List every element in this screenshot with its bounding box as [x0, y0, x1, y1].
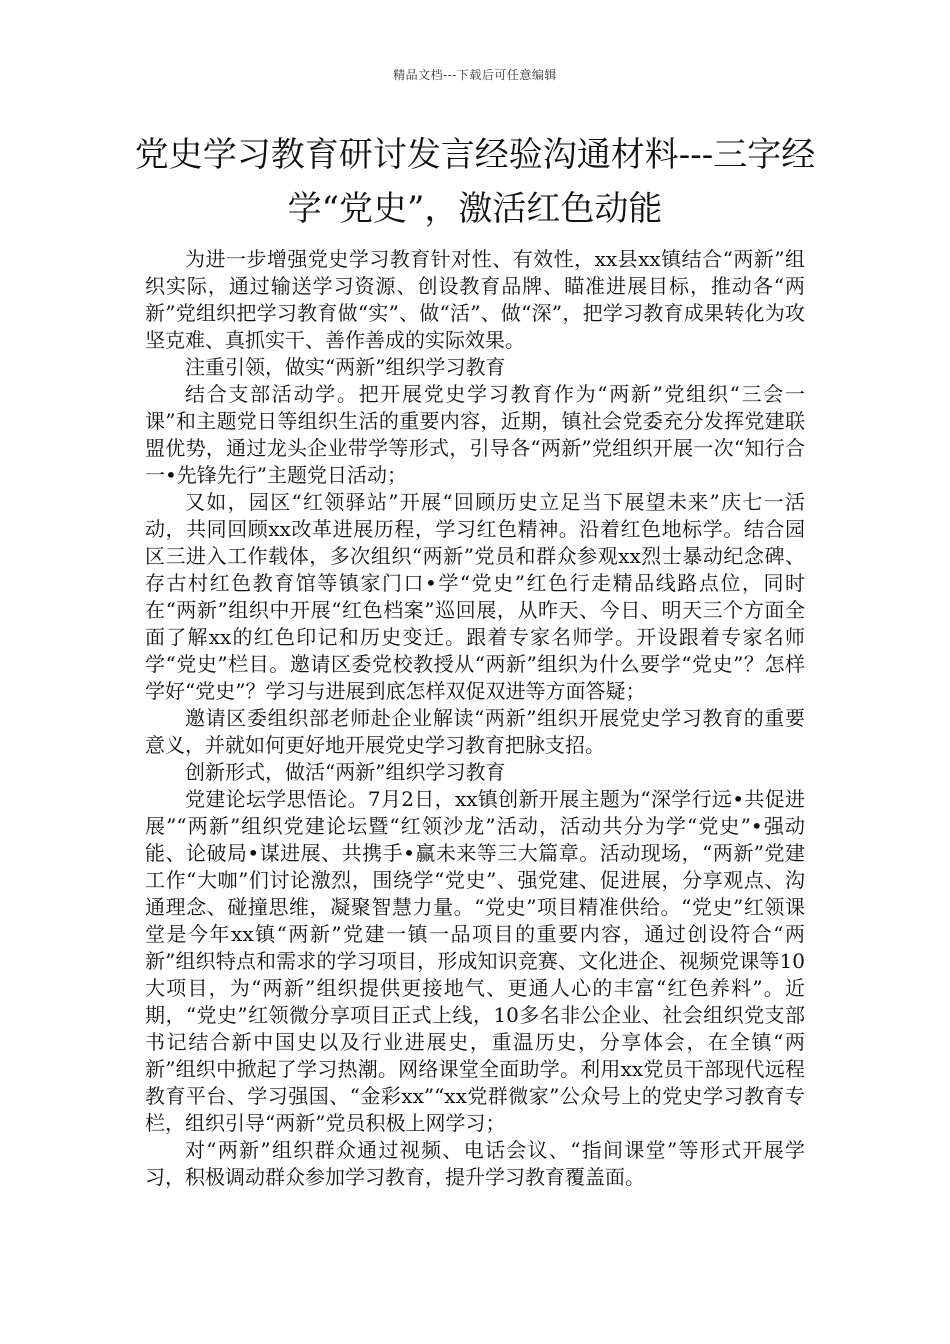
document-title: 党史学习教育研讨发言经验沟通材料---三字经学“党史”，激活红色动能: [134, 135, 816, 229]
header-note: 精品文档---下载后可任意编辑: [393, 68, 557, 82]
paragraph: 党建论坛学思悟论。7月2日，xx镇创新开展主题为“深学行远•共促进展”“两新”组织党建论坛暨“红领沙龙”活动，活动共分为学“党史”•强动能、论破局•谋进展、共携手•赢未来等三大篇章。活动现场，“两新”党建工作“大咖”们讨论激烈，围绕学“党史”、强党建、促进展，分享观点、沟通理念、碰撞思维，凝聚智慧力量。“党史”项目精准供给。“党史”红领课堂是今年xx镇“两新”党建一镇一品项目的重要内容，通过创设符合“两新”组织特点和需求的学习项目，形成知识竞赛、文化进企、视频党课等10大项目，为“两新”组织提供更接地气、更通人心的丰富“红色养料”。近期，“党史”红领微分享项目正式上线，10多名非公企业、社会组织党支部书记结合新中国史以及行业进展史，重温历史，分享体会，在全镇“两新”组织中掀起了学习热潮。网络课堂全面助学。利用xx党员干部现代远程教育平台、学习强国、“金彩xx”“xx党群微家”公众号上的党史学习教育专栏，组织引导“两新”党员积极上网学习；: [145, 787, 805, 1135]
paragraph: 又如，园区“红领驿站”开展“回顾历史立足当下展望未来”庆七一活动，共同回顾xx改革进展历程，学习红色精神。沿着红色地标学。结合园区三进入工作载体，多次组织“两新”党员和群众参观xx烈士暴动纪念碑、存古村红色教育馆等镇家门口•学“党史”红色行走精品线路点位，同时在“两新”组织中开展“红色档案”巡回展，从昨天、今日、明天三个方面全面了解xx的红色印记和历史变迁。跟着专家名师学。开设跟着专家名师学“党史”栏目。邀请区委党校教授从“两新”组织为什么要学“党史”？怎样学好“党史”？学习与进展到底怎样双促双进等方面答疑；: [145, 490, 805, 703]
section-heading-2: 创新形式，做活“两新”组织学习教育: [185, 760, 506, 784]
section-heading-1: 注重引领，做实“两新”组织学习教育: [185, 355, 506, 379]
paragraph: 对“两新”组织群众通过视频、电话会议、“指间课堂”等形式开展学习，积极调动群众参加学习教育，提升学习教育覆盖面。: [145, 1138, 805, 1189]
document-body: [145, 246, 805, 1191]
paragraph-intro: 为进一步增强党史学习教育针对性、有效性，xx县xx镇结合“两新”组织实际，通过输送学习资源、创设教育品牌、瞄准进展目标，推动各“两新”党组织把学习教育做“实”、做“活”、做“深”，把学习教育成果转化为攻坚克难、真抓实干、善作善成的实际效果。: [145, 247, 805, 352]
paragraph: 邀请区委组织部老师赴企业解读“两新”组织开展党史学习教育的重要意义，并就如何更好地开展党史学习教育把脉支招。: [145, 706, 805, 757]
paragraph: 结合支部活动学。把开展党史学习教育作为“两新”党组织“三会一课”和主题党日等组织生活的重要内容，近期，镇社会党委充分发挥党建联盟优势，通过龙头企业带学等形式，引导各“两新”党组织开展一次“知行合一•先锋先行”主题党日活动；: [145, 382, 805, 487]
